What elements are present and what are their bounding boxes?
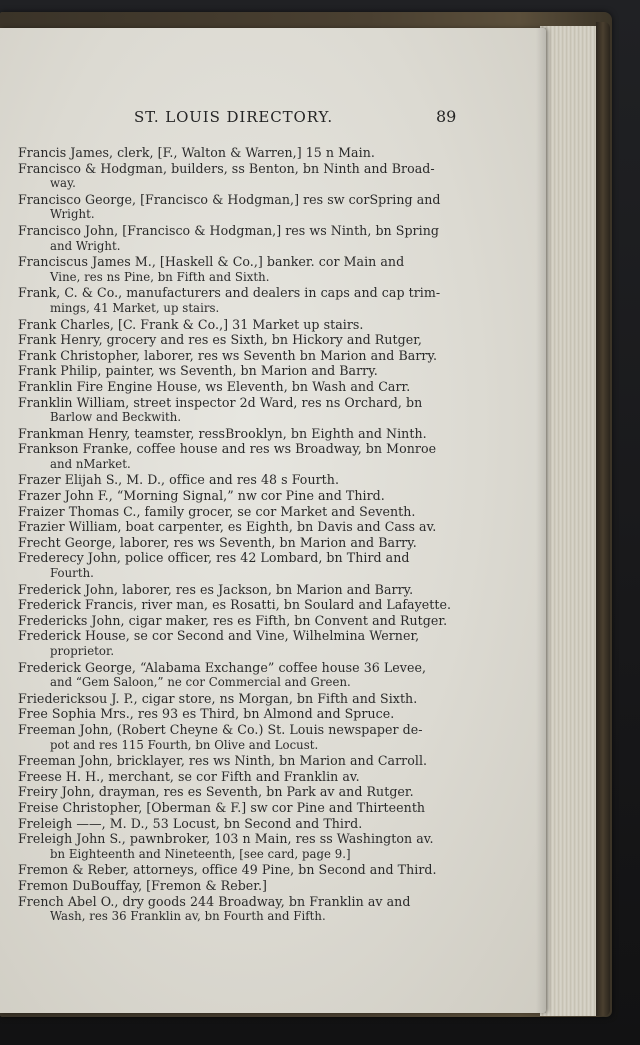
entry-line: Fredericks John, cigar maker, res es Fifth, bn Convent and Rutger. (18, 612, 448, 628)
entry-line: Frazer Elijah S., M. D., office and res 48 s Fourth. (18, 472, 339, 488)
page-number: 89 (436, 107, 457, 126)
page-stack-edges (540, 26, 602, 1016)
entry-line: Francis James, clerk, [F., Walton & Warren,] 15 n Main. (18, 145, 375, 160)
entry-line: Frank, C. & Co., manufacturers and dealers in caps and cap trim- (18, 285, 441, 301)
entry-continuation-line: and nMarket. (50, 456, 131, 471)
entry-line: Frederecy John, police officer, res 42 Lombard, bn Third and (18, 550, 410, 566)
entry-line: Freleigh ——, M. D., 53 Locust, bn Second and Third. (18, 815, 363, 831)
entry-line: Freiry John, drayman, res es Seventh, bn Park av and Rutger. (18, 784, 414, 800)
entry-continuation-line: Wright. (50, 207, 95, 222)
entry-line: Frederick House, se cor Second and Vine, Wilhelmina Werner, (18, 628, 420, 644)
page-header (0, 108, 546, 132)
entry-line: Frankman Henry, teamster, ressBrooklyn, bn Eighth and Ninth. (18, 425, 427, 441)
entry-line: Frazier William, boat carpenter, es Eighth, bn Davis and Cass av. (18, 519, 437, 535)
running-head: ST. LOUIS DIRECTORY. (134, 108, 334, 126)
entry-continuation-line: Wash, res 36 Franklin av, bn Fourth and Fifth. (50, 909, 326, 924)
entry-continuation-line: and Wright. (50, 238, 121, 253)
directory-page (0, 28, 546, 1013)
entry-line: Frankson Franke, coffee house and res ws Broadway, bn Monroe (18, 441, 437, 457)
entry-continuation-line: bn Eighteenth and Nineteenth, [see card, page 9.] (50, 846, 351, 861)
entry-line: Free Sophia Mrs., res 93 es Third, bn Almond and Spruce. (18, 706, 395, 722)
entry-line: Freise Christopher, [Oberman & F.] sw cor Pine and Thirteenth (18, 799, 426, 815)
entry-continuation-line: mings, 41 Market, up stairs. (50, 300, 220, 315)
entry-line: Frecht George, laborer, res ws Seventh, bn Marion and Barry. (18, 534, 417, 550)
entry-line: French Abel O., dry goods 244 Broadway, bn Franklin av and (18, 893, 411, 909)
entry-continuation-line: pot and res 115 Fourth, bn Olive and Locust. (50, 737, 319, 752)
entry-line: Frazer John F., “Morning Signal,” nw cor Pine and Third. (18, 488, 385, 504)
entry-line: Friedericksou J. P., cigar store, ns Morgan, bn Fifth and Sixth. (18, 690, 418, 706)
entry-continuation-line: Vine, res ns Pine, bn Fifth and Sixth. (50, 269, 270, 284)
entry-line: Fremon DuBouffay, [Fremon & Reber.] (18, 877, 268, 893)
entry-line: Fremon & Reber, attorneys, office 49 Pine, bn Second and Third. (18, 862, 437, 878)
entry-line: Frederick George, “Alabama Exchange” coffee house 36 Levee, (18, 659, 427, 675)
entry-line: Freeman John, (Robert Cheyne & Co.) St. Louis newspaper de- (18, 721, 423, 737)
entry-line: Francisco George, [Francisco & Hodgman,] res sw corSpring and (18, 191, 441, 207)
entry-line: Franklin Fire Engine House, ws Eleventh, bn Wash and Carr. (18, 378, 411, 394)
entry-line: Francisco & Hodgman, builders, ss Benton, bn Ninth and Broad- (18, 160, 435, 176)
entry-line: Frank Charles, [C. Frank & Co.,] 31 Market up stairs. (18, 316, 364, 332)
entry-line: Franklin William, street inspector 2d Ward, res ns Orchard, bn (18, 394, 423, 410)
entry-line: Frank Philip, painter, ws Seventh, bn Marion and Barry. (18, 363, 378, 379)
entry-line: Fraizer Thomas C., family grocer, se cor Market and Seventh. (18, 503, 416, 519)
entry-continuation-line: and “Gem Saloon,” ne cor Commercial and Green. (50, 675, 351, 690)
entry-line: Franciscus James M., [Haskell & Co.,] banker. cor Main and (18, 254, 405, 270)
entry-line: Frank Christopher, laborer, res ws Seventh bn Marion and Barry. (18, 347, 437, 363)
entry-continuation-line: Barlow and Beckwith. (50, 410, 182, 425)
entry-line: Francisco John, [Francisco & Hodgman,] res ws Ninth, bn Spring (18, 222, 439, 238)
entry-line: Frank Henry, grocery and res es Sixth, bn Hickory and Rutger, (18, 332, 422, 348)
entry-continuation-line: Fourth. (50, 566, 94, 581)
entry-line: Freeman John, bricklayer, res ws Ninth, bn Marion and Carroll. (18, 753, 428, 769)
entry-continuation-line: proprietor. (50, 644, 115, 658)
entry-line: Frederick John, laborer, res es Jackson, bn Marion and Barry. (18, 581, 414, 597)
entry-line: Freese H. H., merchant, se cor Fifth and Franklin av. (18, 768, 360, 784)
entry-line: Freleigh John S., pawnbroker, 103 n Main, res ss Washington av. (18, 831, 434, 847)
directory-entries (18, 145, 468, 925)
entry-line: Frederick Francis, river man, es Rosatti, bn Soulard and Lafayette. (18, 597, 452, 613)
book-spine-edge (596, 22, 610, 1016)
entry-continuation-line: way. (50, 176, 76, 191)
